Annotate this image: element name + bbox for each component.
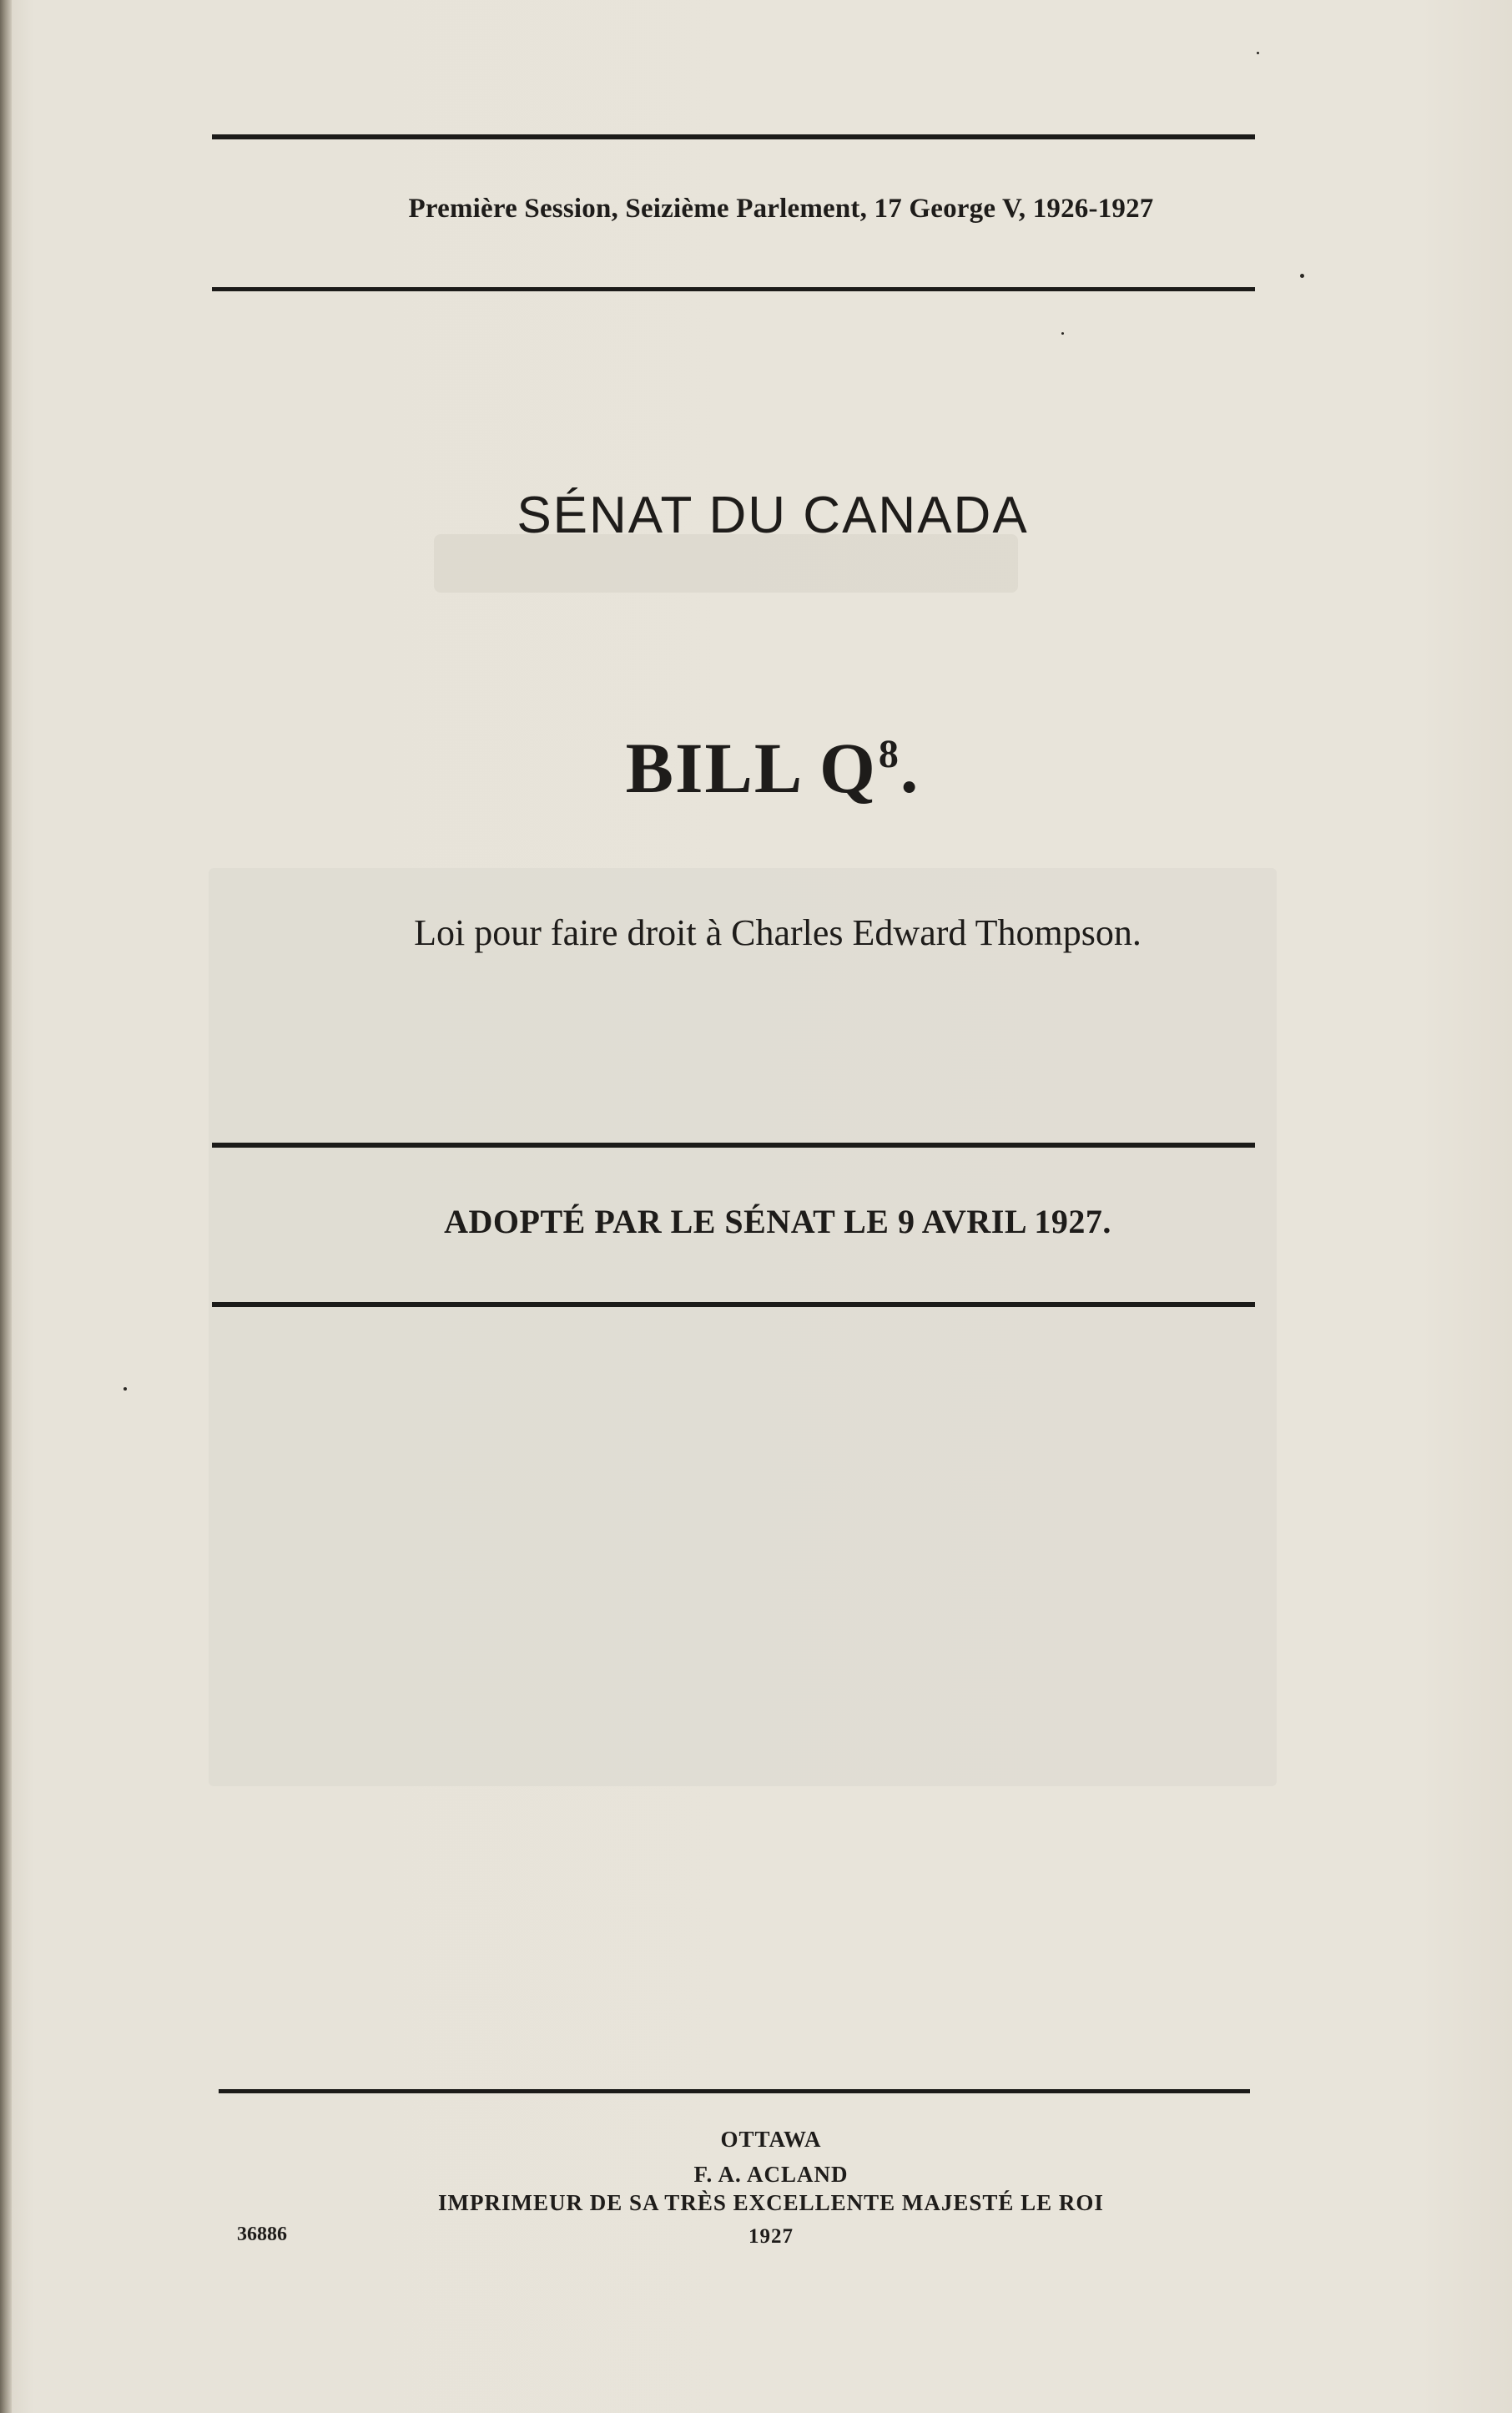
imprint-city: OTTAWA xyxy=(720,2127,822,2152)
session-rule xyxy=(212,287,1255,291)
adoption-note: ADOPTÉ PAR LE SÉNAT LE 9 AVRIL 1927. xyxy=(444,1203,1111,1240)
job-number: 36886 xyxy=(237,2224,287,2245)
bill-title-suffix: . xyxy=(900,728,920,808)
paper-speck xyxy=(1061,332,1064,335)
bill-title xyxy=(17,726,1512,810)
show-through-shadow-block xyxy=(209,868,1277,1786)
top-rule xyxy=(212,134,1255,139)
bill-subtitle: Loi pour faire droit à Charles Edward Thompson. xyxy=(414,912,1142,953)
senate-title: SÉNAT DU CANADA xyxy=(517,487,1029,544)
session-line: Première Session, Seizième Parlement, 17 George V, 1926-1927 xyxy=(408,194,1154,224)
imprint-year: 1927 xyxy=(748,2225,794,2248)
bill-title-superscript: 8 xyxy=(878,732,900,776)
adoption-top-rule xyxy=(212,1143,1255,1148)
paper-speck xyxy=(123,1387,127,1391)
paper-speck xyxy=(1300,274,1304,278)
adoption-bottom-rule xyxy=(212,1302,1255,1307)
bill-title-prefix: BILL Q xyxy=(625,728,877,808)
imprint-rule xyxy=(219,2089,1250,2093)
paper-speck xyxy=(1257,52,1259,54)
imprint-printer: F. A. ACLAND xyxy=(693,2162,849,2187)
imprint-office: IMPRIMEUR DE SA TRÈS EXCELLENTE MAJESTÉ LE ROI xyxy=(438,2190,1104,2215)
page-binding-edge xyxy=(0,0,12,2413)
